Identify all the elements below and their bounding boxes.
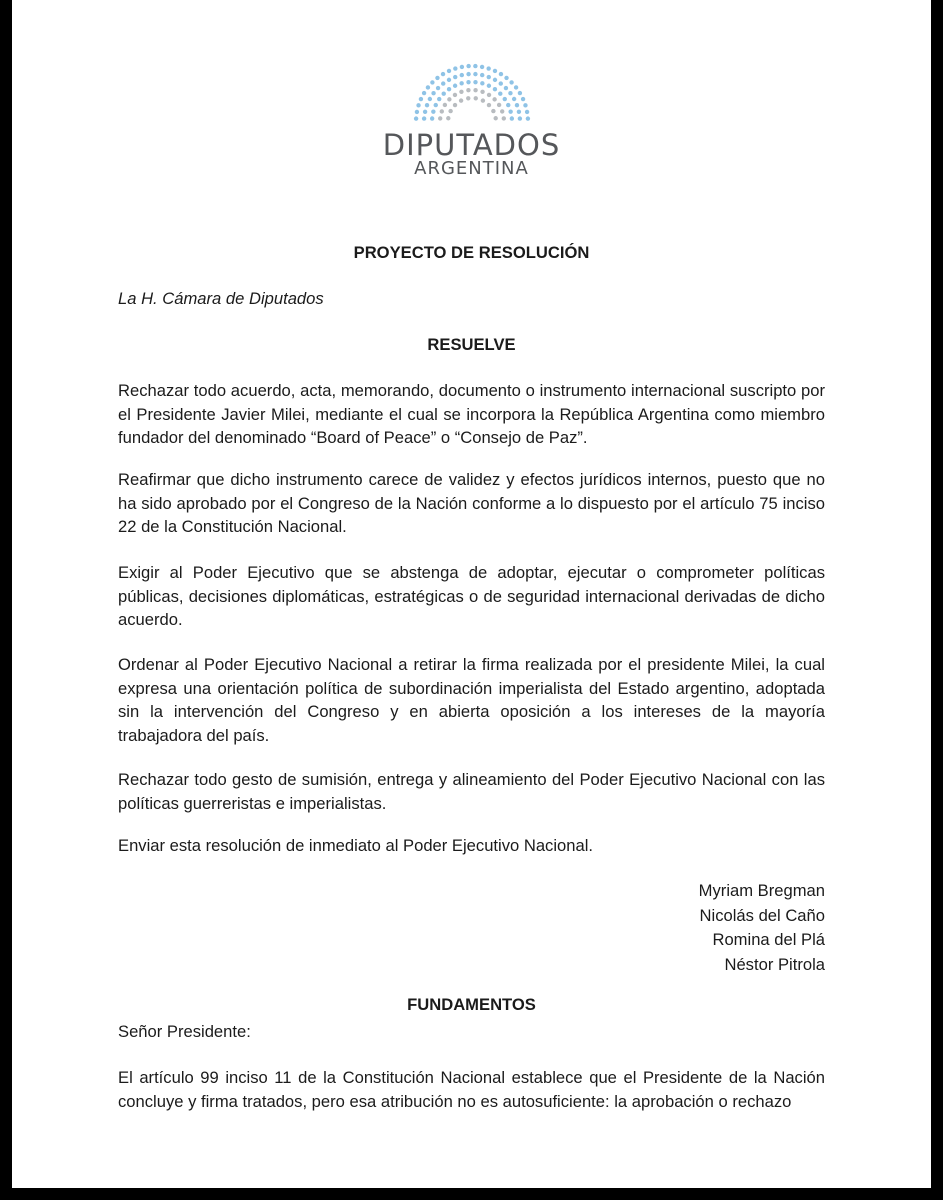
resolution-paragraph: Enviar esta resolución de inmediato al Poder Ejecutivo Nacional. <box>118 836 594 855</box>
signers-block <box>699 879 825 977</box>
chamber-line: La H. Cámara de Diputados <box>118 289 324 308</box>
hemicycle-icon <box>402 62 542 124</box>
resolution-paragraph: Reafirmar que dicho instrumento carece de validez y efectos jurídicos internos, puesto que no ha sido aprobado por el Congreso de la Nación conforme a lo dispuesto por el artículo 75 inciso 22 de la Constitución Nacional. <box>118 470 825 536</box>
document-title: PROYECTO DE RESOLUCIÓN <box>353 243 590 262</box>
logo-text-diputados: DIPUTADOS <box>382 128 561 162</box>
fundamentos-heading: FUNDAMENTOS <box>407 995 536 1014</box>
resolution-paragraph: Rechazar todo gesto de sumisión, entrega y alineamiento del Poder Ejecutivo Nacional con las políticas guerreristas e imperialistas. <box>118 770 825 813</box>
signer-name: Romina del Plá <box>712 930 825 949</box>
resolution-paragraph: Ordenar al Poder Ejecutivo Nacional a retirar la firma realizada por el presidente Milei, la cual expresa una orientación política de subordinación imperialista del Estado argentino, adoptada sin la intervención del Congreso y en abierta oposición a los intereses de la mayoría trabajadora del país. <box>118 655 825 745</box>
signer-name: Myriam Bregman <box>698 881 825 900</box>
logo-text-argentina: ARGENTINA <box>414 158 529 179</box>
resolves-heading: RESUELVE <box>427 335 516 354</box>
signer-name: Nicolás del Caño <box>699 905 825 925</box>
salutation: Señor Presidente: <box>118 1022 251 1041</box>
signer-name: Néstor Pitrola <box>724 954 825 974</box>
resolution-paragraph: Rechazar todo acuerdo, acta, memorando, documento o instrumento internacional suscripto por el Presidente Javier Milei, mediante el cual se incorpora la República Argentina como miembro fundador del denominado “Board of Peace” o “Consejo de Paz”. <box>118 381 825 447</box>
fundamentos-paragraph: El artículo 99 inciso 11 de la Constitución Nacional establece que el Presidente de la Nación concluye y firma tratados, pero esa atribución no es autosuficiente: la aprobación o rechazo <box>118 1068 825 1111</box>
resolution-paragraph: Exigir al Poder Ejecutivo que se abstenga de adoptar, ejecutar o comprometer políticas públicas, decisiones diplomáticas, estratégicas o de seguridad internacional derivadas de dicho acuerdo. <box>118 563 825 629</box>
